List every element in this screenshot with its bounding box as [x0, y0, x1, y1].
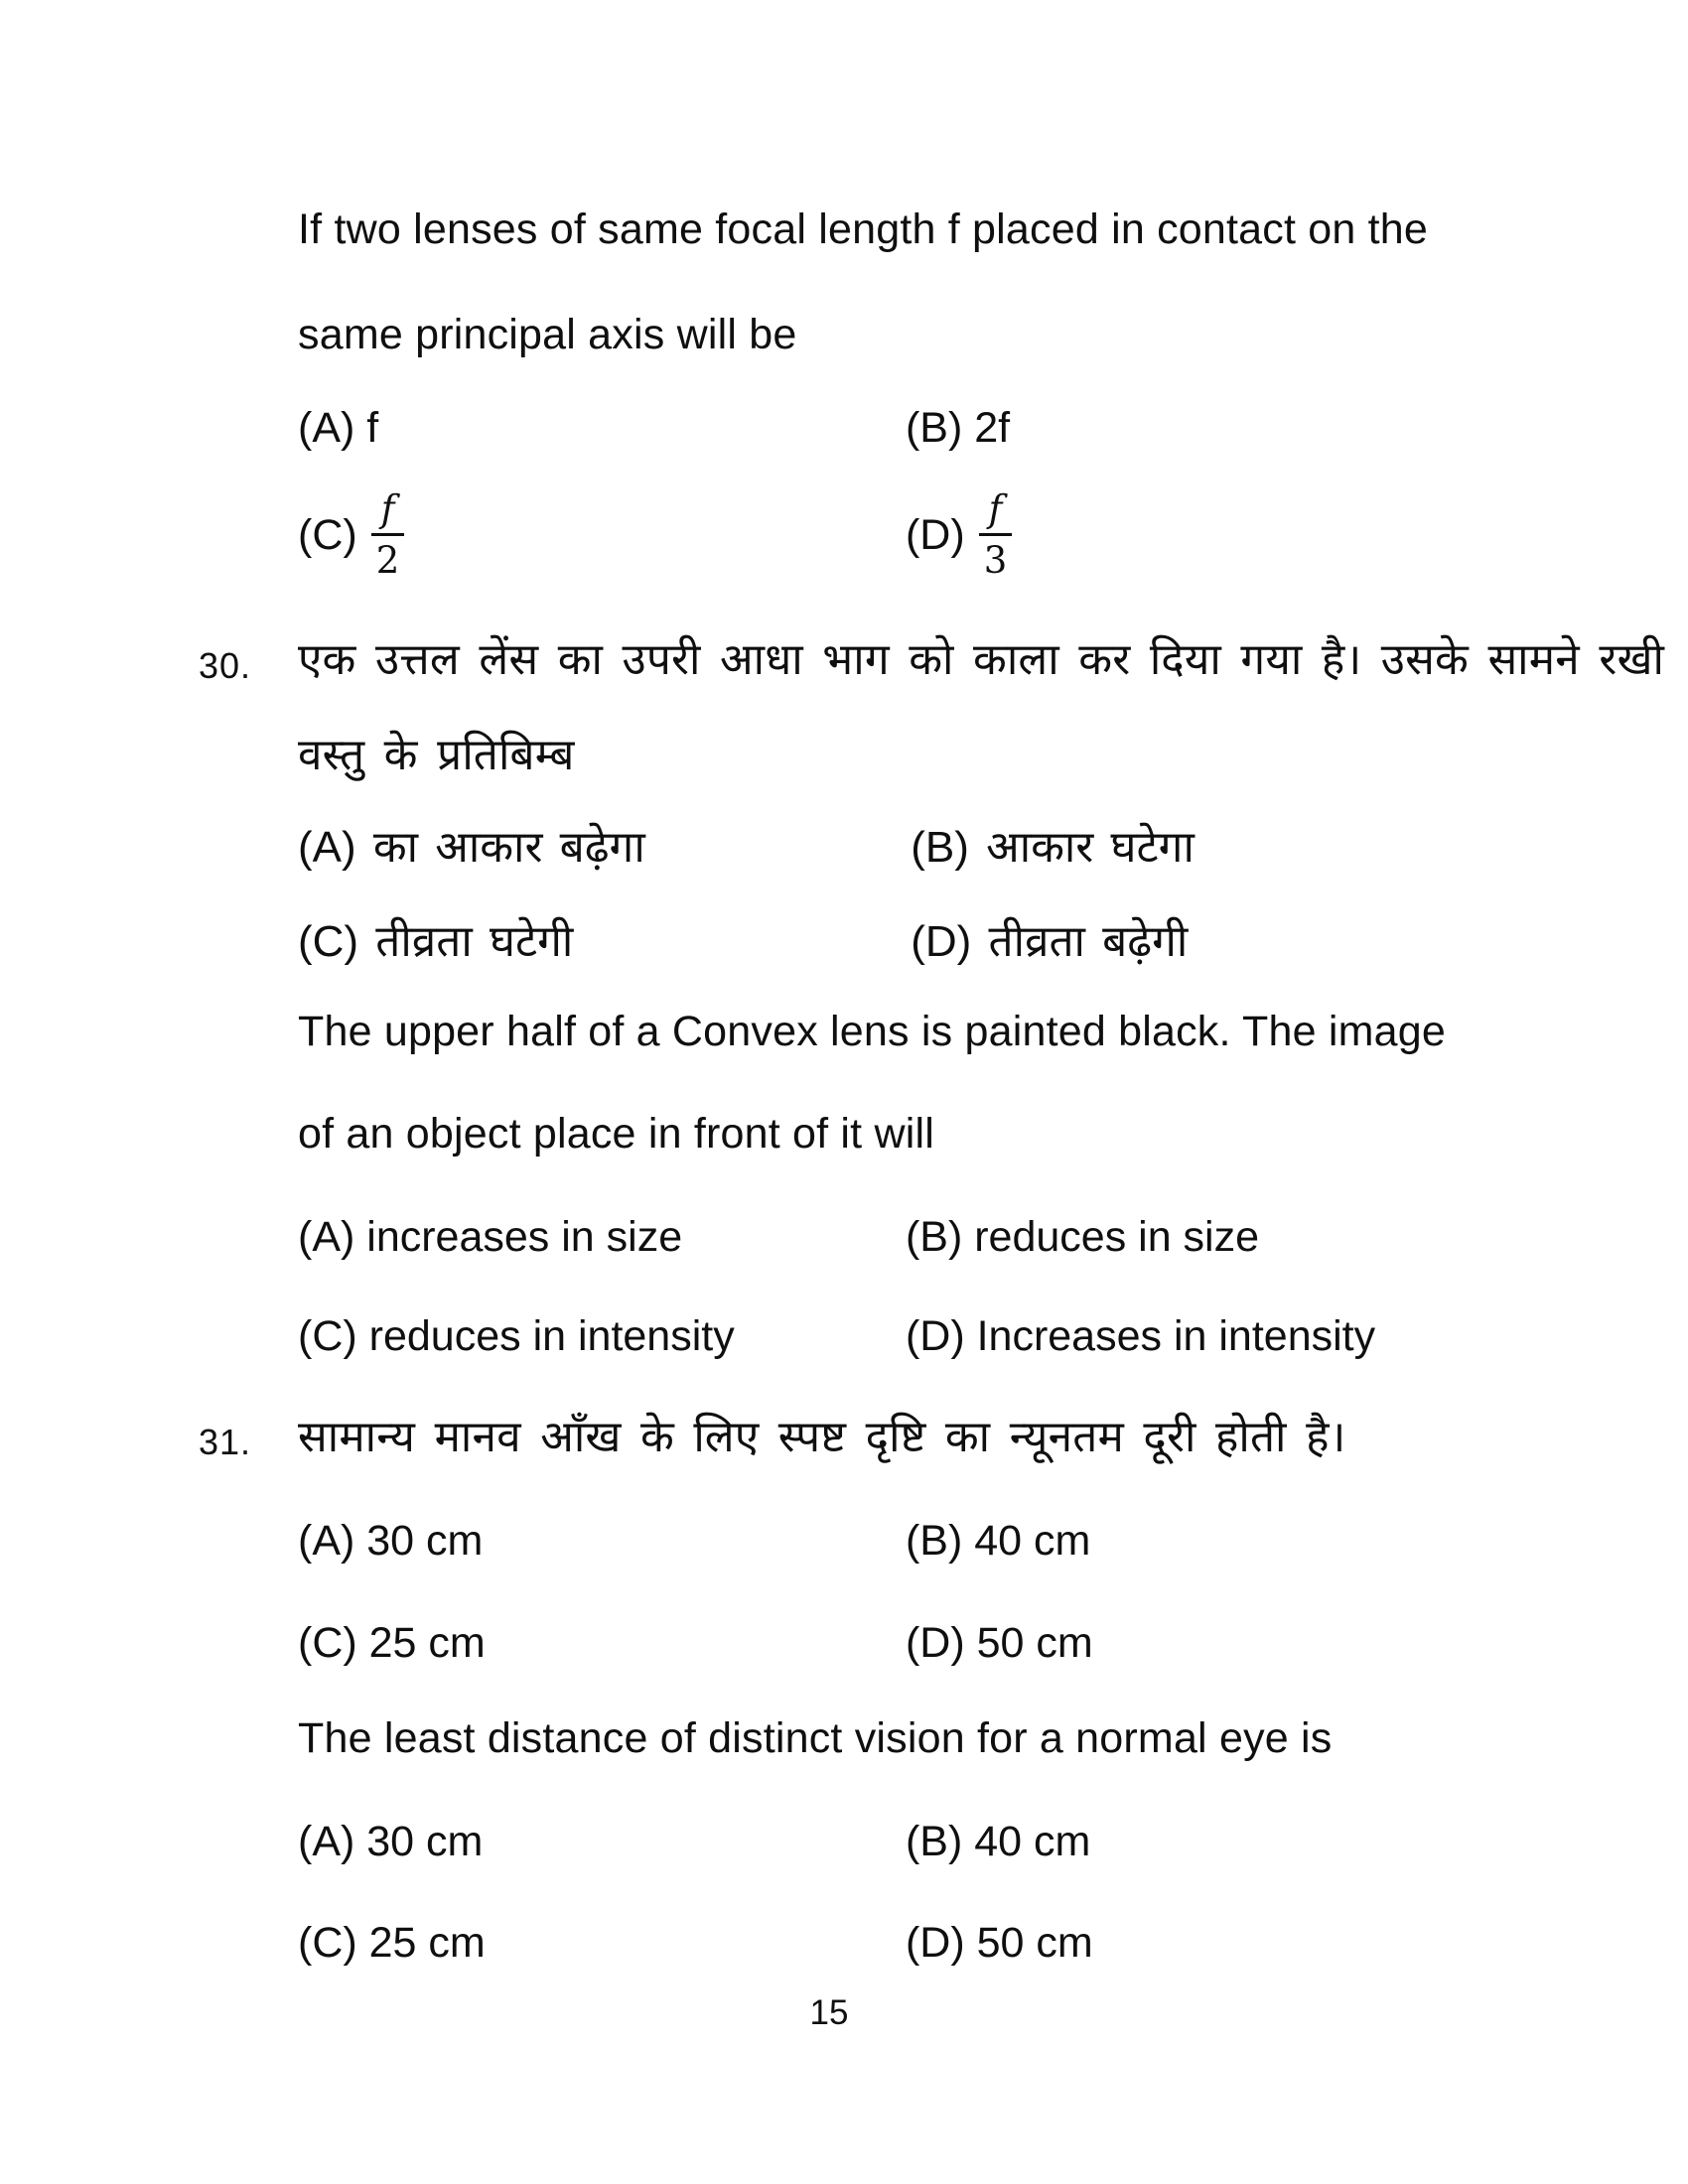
q31-hindi-options-row-cd	[298, 1615, 1539, 1671]
fraction-numerator: f	[371, 488, 405, 536]
q30-english-option-c: (C) reduces in intensity	[298, 1311, 735, 1360]
q31-english-option-a: (A) 30 cm	[298, 1817, 484, 1865]
q29-option-d-label: (D)	[905, 510, 965, 559]
q30-hindi-options-row-cd	[298, 911, 1539, 969]
q30-english-line2: of an object place in front of it will	[298, 1110, 934, 1158]
q30-english-option-d: (D) Increases in intensity	[905, 1311, 1376, 1360]
fraction-denominator: 2	[375, 538, 400, 582]
q30-number: 30.	[199, 645, 252, 686]
q31-number: 31.	[199, 1422, 252, 1462]
q29-options-row-cd	[298, 488, 1539, 583]
q31-hindi-options-row-ab	[298, 1513, 1539, 1569]
q30-english-options-row-ab	[298, 1209, 1539, 1265]
q30-hindi-line2: वस्तु के प्रतिबिम्ब	[298, 731, 575, 779]
q31-english-line1: The least distance of distinct vision for a normal eye is	[298, 1714, 1333, 1762]
q29-options-row-ab	[298, 400, 1539, 456]
q30-english-option-a: (A) increases in size	[298, 1212, 683, 1261]
page-number: 15	[809, 1993, 849, 2032]
q31-hindi-option-d: (D) 50 cm	[905, 1618, 1093, 1667]
q29-option-b: (B) 2f	[905, 403, 1011, 452]
q31-hindi-option-c: (C) 25 cm	[298, 1618, 486, 1667]
fraction-numerator: f	[979, 488, 1013, 536]
q31-hindi-option-b: (B) 40 cm	[905, 1516, 1091, 1565]
q30-hindi-option-a: (A) का आकार बढ़ेगा	[298, 822, 645, 872]
q31-english-option-c: (C) 25 cm	[298, 1918, 486, 1967]
q30-english-option-b: (B) reduces in size	[905, 1212, 1260, 1261]
q30-english-options-row-cd	[298, 1308, 1539, 1364]
q30-hindi-line1: एक उत्तल लेंस का उपरी आधा भाग को काला कर दिया गया है। उसके सामने रखी	[298, 635, 1665, 684]
fraction-f-over-3	[979, 488, 1013, 583]
q29-option-c-label: (C)	[298, 510, 357, 559]
q29-option-a: (A) f	[298, 403, 379, 452]
q29-english-line2: same principal axis will be	[298, 311, 797, 358]
q31-hindi-line1: सामान्य मानव आँख के लिए स्पष्ट दृष्टि का न्यूनतम दूरी होती है।	[298, 1413, 1346, 1461]
q30-hindi-option-c: (C) तीव्रता घटेगी	[298, 916, 574, 966]
q30-hindi-option-b: (B) आकार घटेगा	[911, 822, 1195, 872]
q31-english-option-b: (B) 40 cm	[905, 1817, 1091, 1865]
q31-hindi-option-a: (A) 30 cm	[298, 1516, 484, 1565]
q31-english-option-d: (D) 50 cm	[905, 1918, 1093, 1967]
q31-english-options-row-cd	[298, 1915, 1539, 1971]
q29-option-c	[298, 488, 894, 583]
q30-hindi-option-d: (D) तीव्रता बढ़ेगी	[911, 916, 1189, 966]
q30-hindi-options-row-ab	[298, 817, 1539, 875]
q31-english-options-row-ab	[298, 1814, 1539, 1869]
q30-english-line1: The upper half of a Convex lens is painted black. The image	[298, 1008, 1446, 1055]
fraction-f-over-2	[371, 488, 405, 583]
q29-english-line1: If two lenses of same focal length f placed in contact on the	[298, 205, 1429, 253]
fraction-denominator: 3	[983, 538, 1008, 582]
q29-option-d	[906, 488, 1012, 583]
